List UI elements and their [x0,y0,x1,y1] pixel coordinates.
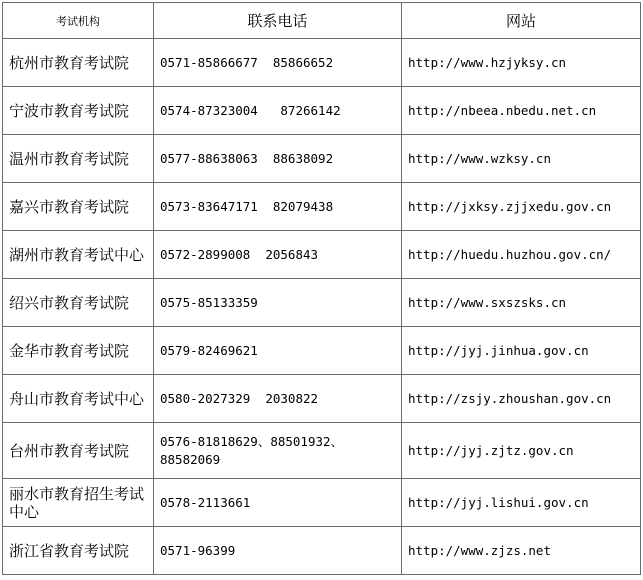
phone-cell: 0573-83647171 82079438 [154,183,402,231]
website-link[interactable]: http://www.wzksy.cn [402,135,641,183]
phone-cell: 0575-85133359 [154,279,402,327]
phone-cell: 0577-88638063 88638092 [154,135,402,183]
table-row [3,39,641,87]
table-row [3,375,641,423]
header-phone: 联系电话 [154,3,402,39]
website-link[interactable]: http://www.sxszsks.cn [402,279,641,327]
website-link[interactable]: http://nbeea.nbedu.net.cn [402,87,641,135]
phone-cell: 0571-96399 [154,527,402,575]
table-row [3,183,641,231]
org-cell: 丽水市教育招生考试中心 [3,479,154,527]
table-row [3,87,641,135]
table-row [3,231,641,279]
website-link[interactable]: http://jyj.lishui.gov.cn [402,479,641,527]
table-row [3,135,641,183]
phone-cell: 0574-87323004 87266142 [154,87,402,135]
org-cell: 湖州市教育考试中心 [3,231,154,279]
phone-cell: 0579-82469621 [154,327,402,375]
table-header-row [3,3,641,39]
header-website: 网站 [402,3,641,39]
table-row [3,327,641,375]
org-cell: 杭州市教育考试院 [3,39,154,87]
org-cell: 绍兴市教育考试院 [3,279,154,327]
table-row [3,279,641,327]
website-link[interactable]: http://jyj.jinhua.gov.cn [402,327,641,375]
website-link[interactable]: http://jxksy.zjjxedu.gov.cn [402,183,641,231]
org-cell: 宁波市教育考试院 [3,87,154,135]
table-row [3,527,641,575]
phone-cell: 0578-2113661 [154,479,402,527]
org-cell: 温州市教育考试院 [3,135,154,183]
org-cell: 金华市教育考试院 [3,327,154,375]
org-cell: 浙江省教育考试院 [3,527,154,575]
website-link[interactable]: http://huedu.huzhou.gov.cn/ [402,231,641,279]
header-org: 考试机构 [3,3,154,39]
website-link[interactable]: http://www.zjzs.net [402,527,641,575]
org-cell: 舟山市教育考试中心 [3,375,154,423]
phone-cell: 0580-2027329 2030822 [154,375,402,423]
website-link[interactable]: http://www.hzjyksy.cn [402,39,641,87]
table-row [3,423,641,479]
org-cell: 嘉兴市教育考试院 [3,183,154,231]
org-cell: 台州市教育考试院 [3,423,154,479]
phone-cell: 0572-2899008 2056843 [154,231,402,279]
table-row [3,479,641,527]
website-link[interactable]: http://jyj.zjtz.gov.cn [402,423,641,479]
exam-institution-contact-table [2,2,641,575]
phone-cell: 0576-81818629、88501932、88582069 [154,423,402,479]
website-link[interactable]: http://zsjy.zhoushan.gov.cn [402,375,641,423]
phone-cell: 0571-85866677 85866652 [154,39,402,87]
